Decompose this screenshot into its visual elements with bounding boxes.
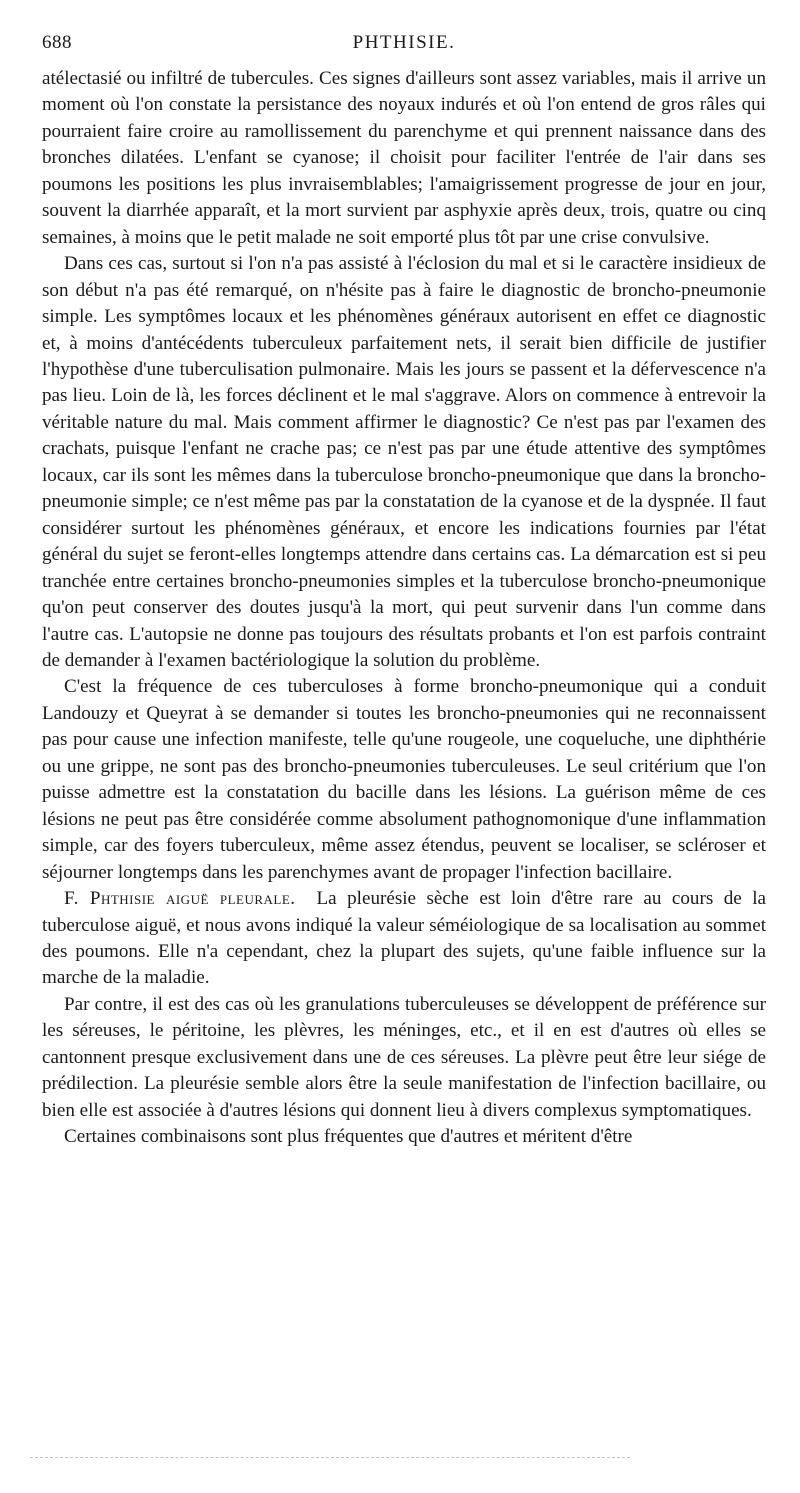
book-page [42,26,766,1151]
paragraph-diagnosis: Dans ces cas, surtout si l'on n'a pas assisté à l'éclosion du mal et si le caractère insidieux de son début n'a pas été remarqué, on n'hésite pas à faire le diagnostic de broncho-pneumonie simple. Les symptômes locaux et les phénomènes généraux autorisent en effet ce diagnostic et, à moins d'antécédents tuberculeux parfaitement nets, il serait bien difficile de justifier l'hypothèse d'une tuberculisation pulmonaire. Mais les jours se passent et la défervescence n'a pas lieu. Loin de là, les forces déclinent et le mal s'aggrave. Alors on commence à entrevoir la véritable nature du mal. Mais comment affirmer le diagnostic? Ce n'est pas par l'examen des crachats, puisque l'enfant ne crache pas; ce n'est pas par une étude attentive des symptômes locaux, car ils sont les mêmes dans la tuberculose broncho-pneumonique que dans la broncho-pneumonie simple; ce n'est même pas par la constatation de la cyanose et de la dyspnée. Il faut considérer surtout les phénomènes généraux, et encore les indications fournies par l'état général du sujet se feront-elles longtemps attendre dans certains cas. La démarcation est si peu tranchée entre certaines broncho-pneumonies simples et la tuberculose broncho-pneumonique qu'on peut conserver des doutes jusqu'à la mort, qui peut survenir dans l'un comme dans l'autre cas. L'autopsie ne donne pas toujours des résultats probants et l'on est parfois contraint de demander à l'examen bactériologique la solution du problème. [42,253,766,671]
section-text: La pleurésie sèche est loin d'être rare au cours de la tuberculose aiguë, et nous avons indiqué la valeur séméiologique de sa localisation au sommet des poumons. Elle n'a cependant, chez la plupart des sujets, qu'une faible influence sur la marche de la maladie. [42,888,766,989]
page-header [42,26,766,66]
paragraph-pleural-phthisis [42,886,766,992]
section-heading: F. Phthisie aiguë pleurale. [64,888,296,910]
paragraph-continuation: atélectasié ou infiltré de tubercules. Ces signes d'ailleurs sont assez variables, mais il arrive un moment où l'on constate la persistance des noyaux indurés et où l'on entend de gros râles qui pourraient faire croire au ramollissement du parenchyme et qui prennent naissance dans des bronches dilatées. L'enfant se cyanose; il choisit pour faciliter l'entrée de l'air dans ses poumons les positions les plus invraisemblables; l'amaigrissement progresse de jour en jour, souvent la diarrhée apparaît, et la mort survient par asphyxie après deux, trois, quatre ou cinq semaines, à moins que le petit malade ne soit emporté plus tôt par une crise convulsive. [42,68,766,248]
paragraph-serous-membranes: Par contre, il est des cas où les granulations tuberculeuses se développent de préférence sur les séreuses, le péritoine, les plèvres, les méninges, etc., et il en est d'autres où elles se cantonnent presque exclusivement dans une de ces séreuses. La plèvre peut être leur siége de prédilection. La pleurésie semble alors être la seule manifestation de l'infection bacillaire, ou bien elle est associée à d'autres lésions qui donnent lieu à divers complexus symptomatiques. [42,993,766,1121]
bottom-divider [30,1457,630,1458]
page-number: 688 [42,32,72,53]
paragraph-landouzy-queyrat: C'est la fréquence de ces tuberculoses à forme broncho-pneumonique qui a conduit Landouzy et Queyrat à se demander si toutes les broncho-pneumonies qui ne reconnaissent pas pour cause une infection manifeste, telle qu'une rougeole, une coqueluche, une diphthérie ou une grippe, ne sont pas des broncho-pneumonies tuberculeuses. Le seul critérium que l'on puisse admettre est la constatation du bacille dans les lésions. La guérison même de ces lésions ne peut pas être considérée comme absolument pathognomonique d'une inflammation simple, car des foyers tuberculeux, même assez étendus, peuvent se localiser, se scléroser et séjourner longtemps dans les parenchymes avant de propager l'infection bacillaire. [42,676,766,883]
running-head: PHTHISIE. [352,32,456,53]
paragraph-combinations: Certaines combinaisons sont plus fréquentes que d'autres et méritent d'être [64,1126,633,1148]
body-text [42,66,766,1151]
